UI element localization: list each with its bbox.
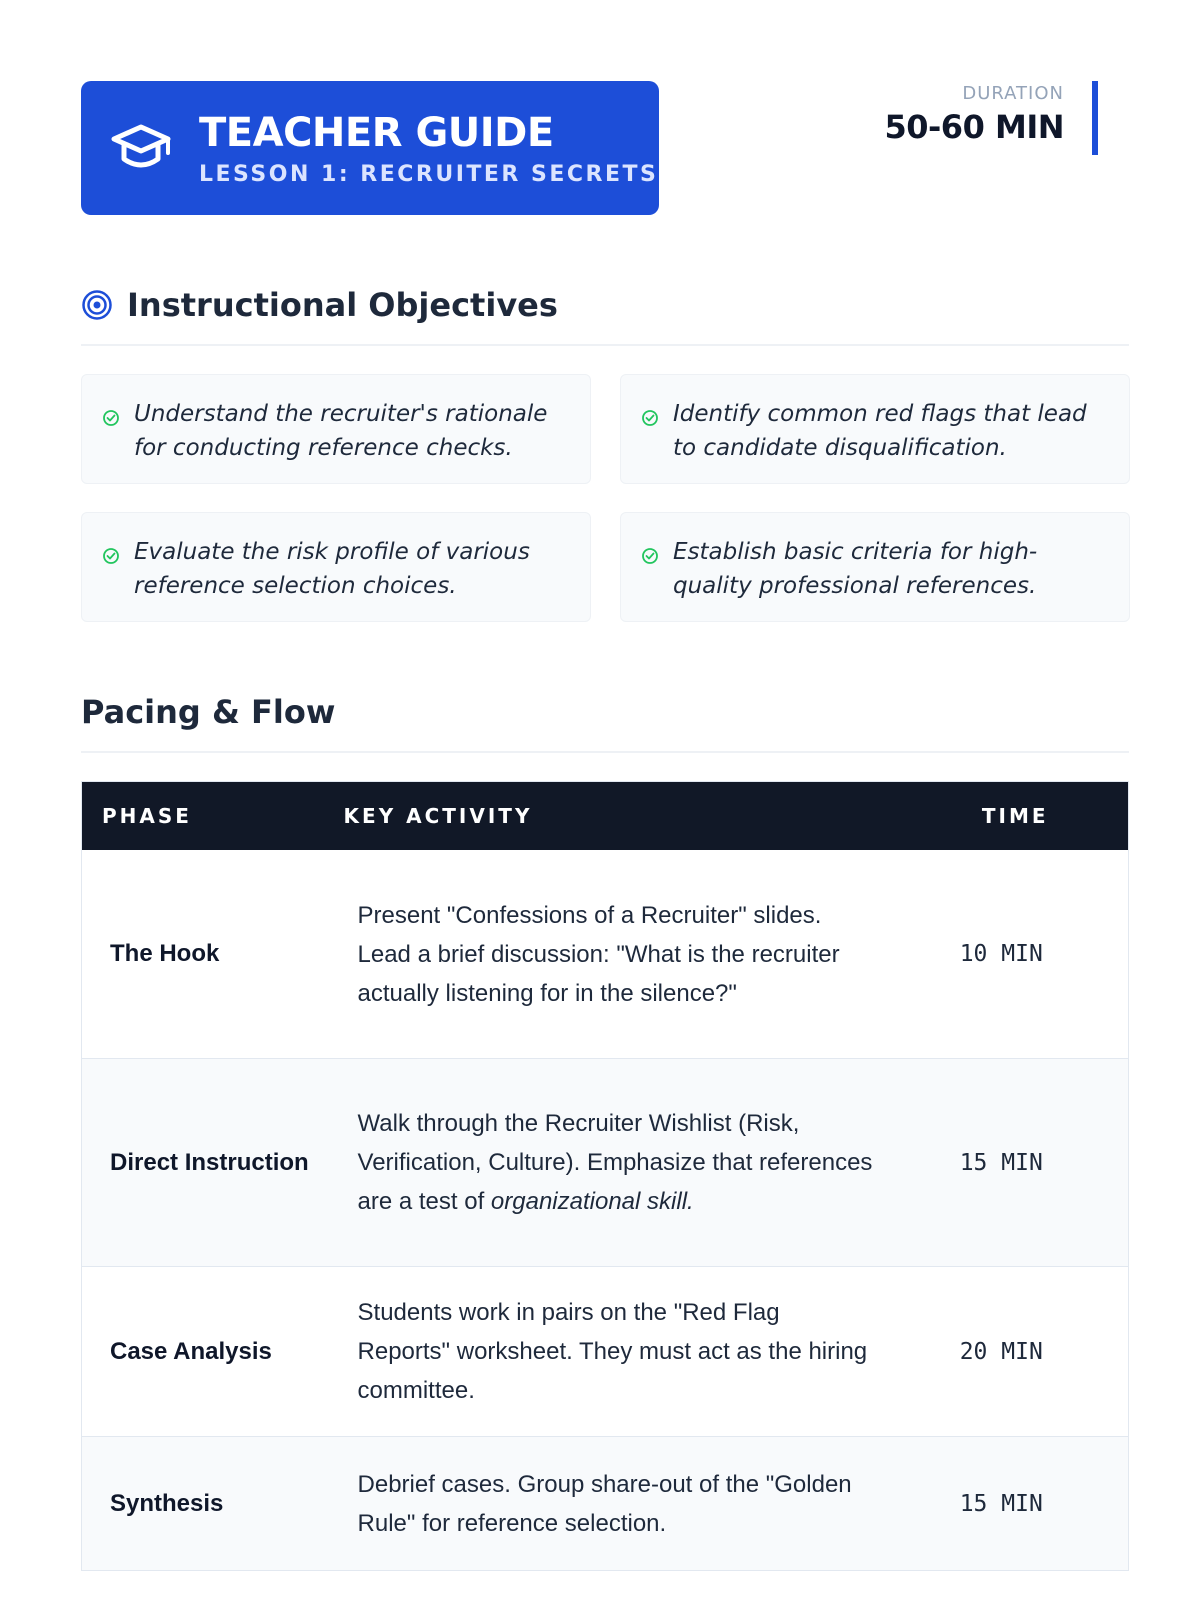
objective-text: Understand the recruiter's rationale for conducting reference checks. xyxy=(134,401,548,461)
duration-block xyxy=(858,81,1098,155)
column-header-time: TIME xyxy=(981,804,1049,828)
time-cell: 20 MIN xyxy=(959,1338,1043,1365)
objective-text: Identify common red flags that lead to candidate disqualification. xyxy=(673,401,1087,461)
phase-cell: The Hook xyxy=(110,940,220,967)
duration-value: 50-60 MIN xyxy=(884,108,1064,146)
pacing-title: Pacing & Flow xyxy=(81,693,336,731)
graduation-cap-icon xyxy=(109,116,173,180)
column-header-phase: PHASE xyxy=(102,804,192,828)
table-row xyxy=(82,1266,1128,1436)
objective-card xyxy=(620,512,1130,622)
objectives-title: Instructional Objectives xyxy=(127,286,558,324)
objective-text: Establish basic criteria for high-quality professional references. xyxy=(673,539,1038,599)
pacing-table xyxy=(81,781,1129,1571)
table-row xyxy=(82,850,1128,1058)
objective-card xyxy=(81,512,591,622)
activity-cell: Present "Confessions of a Recruiter" slides. Lead a brief discussion: "What is the recruiter actually listening for in the silence?" xyxy=(357,901,840,1007)
target-icon xyxy=(81,289,113,321)
time-cell: 15 MIN xyxy=(959,1149,1043,1176)
objective-text: Evaluate the risk profile of various reference selection choices. xyxy=(134,539,530,599)
phase-cell: Synthesis xyxy=(110,1489,224,1517)
activity-cell: Debrief cases. Group share-out of the "Golden Rule" for reference selection. xyxy=(357,1470,852,1537)
check-circle-icon xyxy=(102,547,120,565)
phase-cell: Direct Instruction xyxy=(110,1148,309,1176)
guide-header-banner xyxy=(81,81,659,215)
activity-text: Walk through the Recruiter Wishlist (Risk, Verification, Culture). Emphasize that references are a test of xyxy=(357,1110,873,1215)
lesson-subtitle: LESSON 1: RECRUITER SECRETS xyxy=(199,161,659,187)
guide-title: TEACHER GUIDE xyxy=(199,109,554,156)
pacing-heading xyxy=(81,689,1129,753)
table-row xyxy=(82,1058,1128,1266)
activity-emphasis: organizational skill. xyxy=(490,1188,694,1215)
phase-cell: Case Analysis xyxy=(110,1337,272,1365)
objectives-heading xyxy=(81,282,1129,346)
objective-card xyxy=(81,374,591,484)
check-circle-icon xyxy=(641,547,659,565)
check-circle-icon xyxy=(102,409,120,427)
activity-cell: Students work in pairs on the "Red Flag Reports" worksheet. They must act as the hiring committee. xyxy=(357,1299,868,1404)
column-header-activity: KEY ACTIVITY xyxy=(343,804,533,828)
table-header xyxy=(82,782,1128,850)
table-row xyxy=(82,1436,1128,1570)
duration-label: DURATION xyxy=(962,83,1064,104)
time-cell: 15 MIN xyxy=(959,1490,1043,1517)
activity-cell xyxy=(358,1104,875,1221)
objective-card xyxy=(620,374,1130,484)
time-cell: 10 MIN xyxy=(959,941,1043,967)
check-circle-icon xyxy=(641,409,659,427)
